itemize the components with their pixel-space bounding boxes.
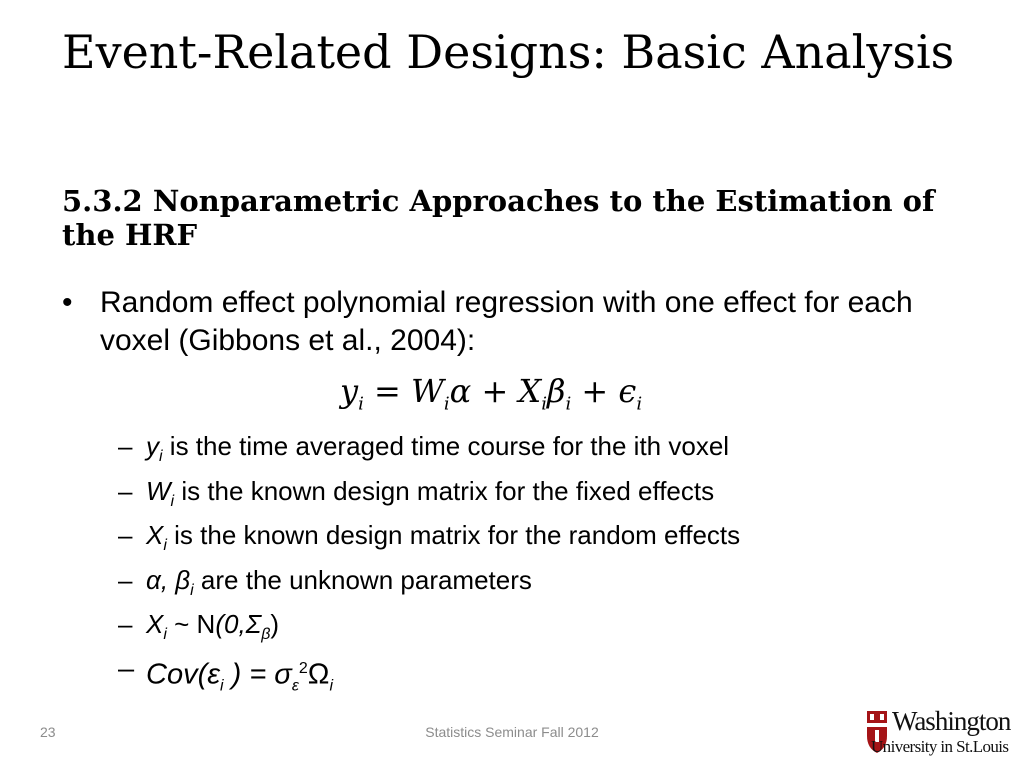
bullet-marker: •: [62, 286, 73, 319]
equation-lhs: y: [340, 372, 359, 410]
equation-x-sub: i: [541, 393, 547, 415]
logo-subname: University in St.Louis: [871, 737, 1009, 756]
definition-item-w: [118, 469, 998, 514]
definition-args-sub: β: [261, 626, 271, 644]
definition-var: X: [146, 609, 164, 639]
equation-epsilon-sub: i: [636, 393, 643, 415]
page-number: 23: [40, 724, 56, 740]
main-bullet-text: Random effect polynomial regression with one effect for each voxel (Gibbons et al., 2004):: [100, 286, 913, 357]
definition-item-x: [118, 513, 998, 558]
definition-close: ): [270, 609, 280, 639]
dash-marker: –: [118, 652, 135, 685]
slide-title: Event-Related Designs: Basic Analysis: [62, 25, 955, 79]
covariance-omega-sub: i: [329, 676, 333, 694]
dash-marker: –: [118, 475, 133, 506]
covariance-sub: i: [219, 676, 224, 694]
definition-var-sub: i: [190, 581, 194, 599]
definition-item-distribution: [118, 602, 998, 647]
covariance-omega: Ω: [307, 658, 330, 691]
definition-text: is the time averaged time course for the ith voxel: [162, 431, 730, 461]
definition-text: ~ N: [166, 609, 216, 639]
dash-marker: –: [118, 431, 133, 461]
dash-marker: –: [118, 564, 133, 595]
university-logo: [866, 708, 1022, 758]
dash-marker: –: [118, 520, 133, 550]
equation-beta: β: [546, 372, 566, 410]
covariance-sigma-sub: ε: [291, 676, 299, 694]
equation-w-sub: i: [443, 393, 450, 415]
definition-item-params: [118, 558, 998, 603]
equation-alpha: α: [449, 372, 472, 410]
definition-text: is the known design matrix for the random effects: [166, 520, 741, 550]
slide-subtitle: 5.3.2 Nonparametric Approaches to the Estimation of the HRF: [62, 184, 935, 252]
logo-name: Washington: [892, 706, 1011, 736]
equation-beta-sub: i: [565, 393, 572, 415]
covariance-sigma-sup: 2: [298, 659, 308, 677]
definition-item-y: [118, 424, 998, 469]
definition-item-covariance: [118, 647, 998, 692]
equation-lhs-sub: i: [358, 393, 364, 415]
equation-plus-1: +: [481, 372, 509, 410]
model-equation: [340, 368, 642, 414]
covariance-lead: Cov(ε: [146, 658, 220, 691]
footer-text: Statistics Seminar Fall 2012: [425, 724, 599, 740]
definition-var-sub: i: [159, 448, 163, 466]
definition-list: [118, 424, 998, 694]
definition-args: (0,Σ: [215, 609, 262, 639]
definition-var: y: [146, 431, 159, 461]
dash-marker: –: [118, 609, 133, 639]
definition-text: are the unknown parameters: [193, 564, 532, 595]
equation-equals: =: [374, 372, 401, 410]
definition-var-sub: i: [170, 492, 175, 510]
equation-x: X: [518, 372, 542, 410]
equation-w: W: [411, 372, 444, 410]
definition-text: is the known design matrix for the fixed effects: [174, 475, 715, 506]
definition-var: X: [146, 520, 164, 550]
definition-var-sub: i: [163, 537, 167, 555]
definition-var: W: [146, 475, 171, 506]
equation-epsilon: ϵ: [618, 372, 637, 410]
covariance-mid: ) = σ: [223, 658, 292, 691]
equation-plus-2: +: [581, 372, 609, 410]
definition-var-sub: i: [163, 626, 167, 644]
definition-var: α, β: [146, 564, 191, 595]
